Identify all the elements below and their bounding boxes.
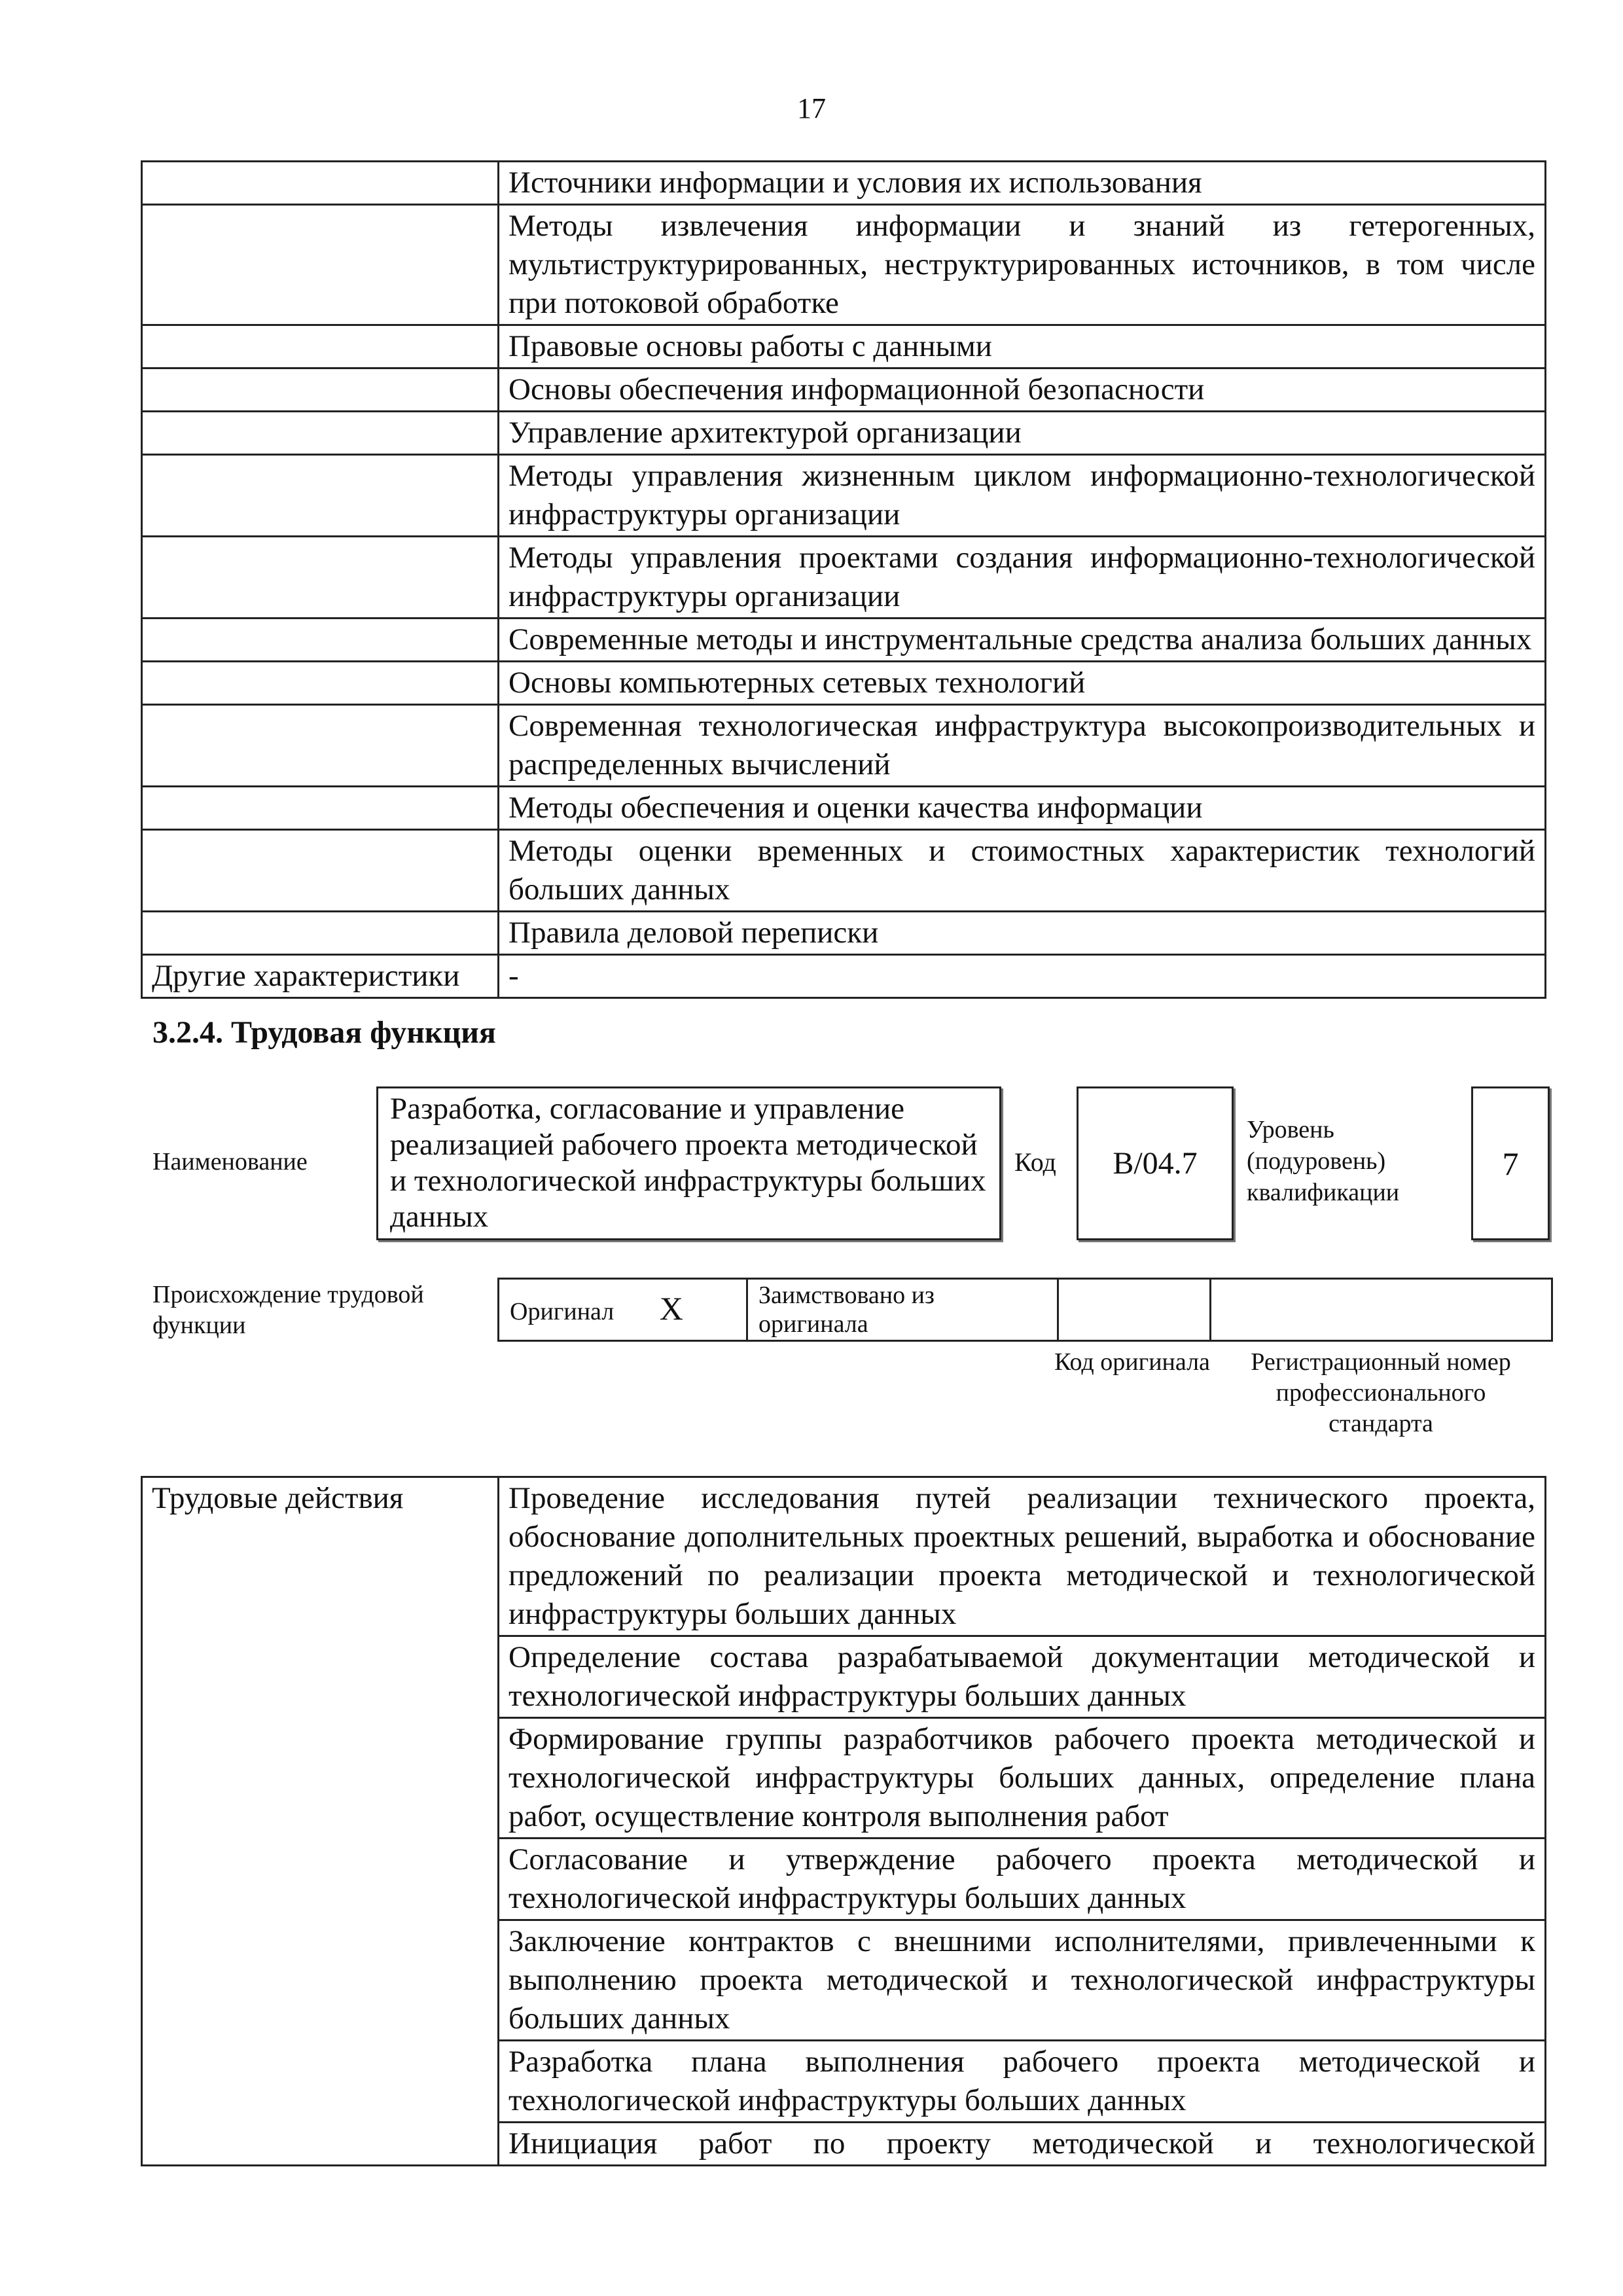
knowledge-item: Основы компьютерных сетевых технологий — [499, 662, 1546, 705]
other-characteristics-value: - — [499, 955, 1546, 998]
original-code-caption: Код оригинала — [1054, 1348, 1210, 1376]
knowledge-item: Основы обеспечения информационной безопасности — [499, 368, 1546, 412]
knowledge-item: Методы обеспечения и оценки качества информации — [499, 787, 1546, 830]
section-heading: 3.2.4. Трудовая функция — [152, 1015, 496, 1050]
labor-action-item: Определение состава разрабатываемой документации методической и технологической инфраструктуры больших данных — [499, 1636, 1546, 1718]
knowledge-item: Методы управления жизненным циклом информационно-технологической инфраструктуры организации — [499, 455, 1546, 537]
other-characteristics-label: Другие характеристики — [142, 955, 499, 998]
knowledge-item: Современные методы и инструментальные средства анализа больших данных — [499, 619, 1546, 662]
labor-action-item: Инициация работ по проекту методической и технологической — [499, 2123, 1546, 2166]
knowledge-item: Современная технологическая инфраструктура высокопроизводительных и распределенных вычислений — [499, 705, 1546, 787]
page-number: 17 — [797, 92, 826, 124]
labor-action-item: Проведение исследования путей реализации технического проекта, обоснование дополнительных проектных решений, выработка и обоснование предложений по реализации проекта методической и технологической инфраструктуры больших данных — [499, 1477, 1546, 1636]
level-box: 7 — [1471, 1086, 1550, 1240]
empty-left-cell — [142, 162, 499, 205]
function-name-box: Разработка, согласование и управление реализацией рабочего проекта методической и технологической инфраструктуры больших данных — [376, 1086, 1001, 1240]
knowledge-table — [141, 160, 1546, 999]
registration-number-cell — [1211, 1279, 1552, 1341]
code-label: Код — [1014, 1147, 1056, 1177]
original-code-cell — [1058, 1279, 1211, 1341]
name-label: Наименование — [152, 1148, 308, 1175]
original-label: Оригинал — [510, 1297, 615, 1325]
knowledge-item: Методы оценки временных и стоимостных характеристик технологий больших данных — [499, 830, 1546, 912]
knowledge-item: Методы управления проектами создания информационно-технологической инфраструктуры организации — [499, 537, 1546, 619]
knowledge-item: Управление архитектурой организации — [499, 412, 1546, 455]
labor-action-item: Формирование группы разработчиков рабочего проекта методической и технологической инфраструктуры больших данных, определение плана работ, осуществление контроля выполнения работ — [499, 1718, 1546, 1839]
registration-number-caption: Регистрационный номер профессионального стандарта — [1251, 1348, 1511, 1437]
borrowed-label: Заимствовано из оригинала — [747, 1279, 1058, 1341]
code-box: B/04.7 — [1077, 1086, 1234, 1240]
labor-action-item: Разработка плана выполнения рабочего проекта методической и технологической инфраструктуры больших данных — [499, 2041, 1546, 2123]
labor-actions-table — [141, 1476, 1546, 2166]
knowledge-item: Правовые основы работы с данными — [499, 325, 1546, 368]
knowledge-item: Правила деловой переписки — [499, 912, 1546, 955]
original-mark: X — [659, 1289, 683, 1327]
knowledge-item: Источники информации и условия их использования — [499, 162, 1546, 205]
level-label: Уровень (подуровень) квалификации — [1247, 1116, 1400, 1206]
original-cell — [499, 1279, 747, 1341]
labor-action-item: Согласование и утверждение рабочего проекта методической и технологической инфраструктуры больших данных — [499, 1839, 1546, 1920]
knowledge-item: Методы извлечения информации и знаний из гетерогенных, мультиструктурированных, неструктурированных источников, в том числе при потоковой обработке — [499, 205, 1546, 325]
origin-table — [497, 1278, 1553, 1342]
origin-label: Происхождение трудовой функции — [152, 1281, 424, 1339]
labor-actions-label: Трудовые действия — [142, 1477, 499, 1636]
labor-action-item: Заключение контрактов с внешними исполнителями, привлеченными к выполнению проекта методической и технологической инфраструктуры больших данных — [499, 1920, 1546, 2041]
